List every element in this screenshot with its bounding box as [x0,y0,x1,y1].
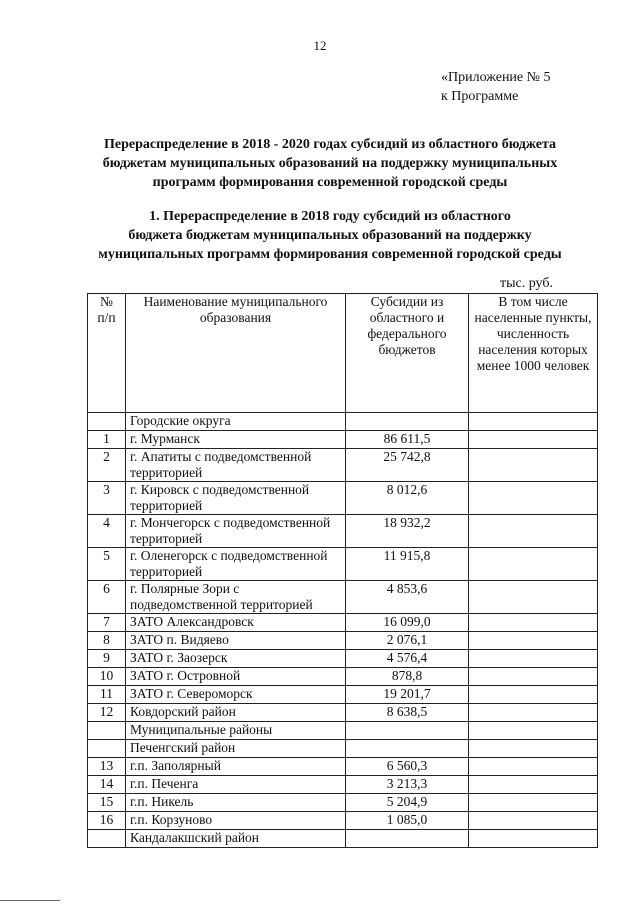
row-including [469,482,598,515]
table-row [88,668,598,686]
table-row [88,686,598,704]
row-including [469,650,598,668]
row-including [469,812,598,830]
row-name: г.п. Никель [126,794,346,812]
row-subsidy: 4 576,4 [346,650,469,668]
row-name: Ковдорский район [126,704,346,722]
row-name: ЗАТО Александровск [126,614,346,632]
row-including [469,632,598,650]
row-number: 5 [88,548,126,581]
row-including [469,581,598,614]
header-subsidy: Субсидии из областного и федерального бюджетов [346,294,469,413]
row-number: 11 [88,686,126,704]
row-including [469,830,598,848]
row-subsidy [346,740,469,758]
row-name: г. Полярные Зори с подведомственной территорией [126,581,346,614]
row-subsidy [346,830,469,848]
row-name: Муниципальные районы [126,722,346,740]
row-number: 8 [88,632,126,650]
row-subsidy: 11 915,8 [346,548,469,581]
page-number: 12 [313,38,327,53]
table-row [88,794,598,812]
appendix-line-1: «Приложение № 5 [441,70,551,85]
row-name: г. Апатиты с подведомственной территорией [126,449,346,482]
row-subsidy: 5 204,9 [346,794,469,812]
row-including [469,548,598,581]
scan-artifact-line [0,900,60,901]
title-line-2: бюджетам муниципальных образований на поддержку муниципальных [102,156,558,171]
table-row [88,515,598,548]
row-name: г.п. Корзуново [126,812,346,830]
row-subsidy: 25 742,8 [346,449,469,482]
header-including: В том числе населенные пункты, численность населения которых менее 1000 человек [469,294,598,413]
table-row [88,413,598,431]
table-row [88,650,598,668]
row-number: 13 [88,758,126,776]
table-row [88,614,598,632]
row-subsidy: 16 099,0 [346,614,469,632]
row-number: 14 [88,776,126,794]
row-number [88,830,126,848]
row-subsidy [346,413,469,431]
appendix-line-2: к Программе [441,89,519,104]
row-number: 9 [88,650,126,668]
unit-label: тыс. руб. [500,276,553,291]
row-name: г. Мурманск [126,431,346,449]
table-row [88,632,598,650]
row-including [469,413,598,431]
row-subsidy: 1 085,0 [346,812,469,830]
row-name: ЗАТО г. Североморск [126,686,346,704]
table-row [88,830,598,848]
row-name: г. Кировск с подведомственной территорией [126,482,346,515]
subsidy-table [87,293,598,848]
table-row [88,812,598,830]
table-row [88,722,598,740]
section-title [70,207,590,264]
table-row [88,548,598,581]
table-row [88,482,598,515]
row-name: г. Оленегорск с подведомственной территорией [126,548,346,581]
section-line-3: муниципальных программ формирования современной городской среды [98,247,562,262]
row-name: ЗАТО п. Видяево [126,632,346,650]
row-number [88,722,126,740]
row-subsidy: 19 201,7 [346,686,469,704]
row-including [469,722,598,740]
row-including [469,614,598,632]
appendix-reference [441,68,551,106]
row-including [469,668,598,686]
row-including [469,704,598,722]
row-including [469,740,598,758]
header-number [88,294,126,413]
header-number-line-1: № [100,294,113,309]
row-subsidy: 8 012,6 [346,482,469,515]
section-line-1: 1. Перераспределение в 2018 году субсидий из областного [149,209,511,224]
row-including [469,794,598,812]
table-row [88,431,598,449]
row-subsidy [346,722,469,740]
row-name: г.п. Печенга [126,776,346,794]
row-subsidy: 18 932,2 [346,515,469,548]
row-including [469,686,598,704]
table-row [88,449,598,482]
section-line-2: бюджета бюджетам муниципальных образований на поддержку [128,228,532,243]
row-subsidy: 86 611,5 [346,431,469,449]
table-row [88,776,598,794]
table-row [88,740,598,758]
header-number-line-2: п/п [97,310,116,325]
row-subsidy: 3 213,3 [346,776,469,794]
row-including [469,758,598,776]
row-number: 2 [88,449,126,482]
table-row [88,704,598,722]
row-subsidy: 2 076,1 [346,632,469,650]
row-number: 4 [88,515,126,548]
title-line-1: Перераспределение в 2018 - 2020 годах субсидий из областного бюджета [103,137,557,152]
row-number: 1 [88,431,126,449]
row-number [88,413,126,431]
row-number: 12 [88,704,126,722]
row-number [88,740,126,758]
table-header-row [88,294,598,413]
row-subsidy: 4 853,6 [346,581,469,614]
row-number: 6 [88,581,126,614]
table-row [88,758,598,776]
table-row [88,581,598,614]
row-number: 3 [88,482,126,515]
row-number: 16 [88,812,126,830]
title-line-3: программ формирования современной городской среды [152,175,508,190]
row-name: ЗАТО г. Заозерск [126,650,346,668]
row-subsidy: 6 560,3 [346,758,469,776]
document-title [70,135,590,192]
row-including [469,776,598,794]
row-name: г.п. Заполярный [126,758,346,776]
row-number: 10 [88,668,126,686]
row-name: Печенгский район [126,740,346,758]
row-including [469,431,598,449]
row-name: Городские округа [126,413,346,431]
row-including [469,449,598,482]
row-subsidy: 8 638,5 [346,704,469,722]
row-number: 15 [88,794,126,812]
row-name: г. Мончегорск с подведомственной территорией [126,515,346,548]
row-number: 7 [88,614,126,632]
row-including [469,515,598,548]
header-name: Наименование муниципального образования [126,294,346,413]
row-subsidy: 878,8 [346,668,469,686]
row-name: ЗАТО г. Островной [126,668,346,686]
row-name: Кандалакшский район [126,830,346,848]
